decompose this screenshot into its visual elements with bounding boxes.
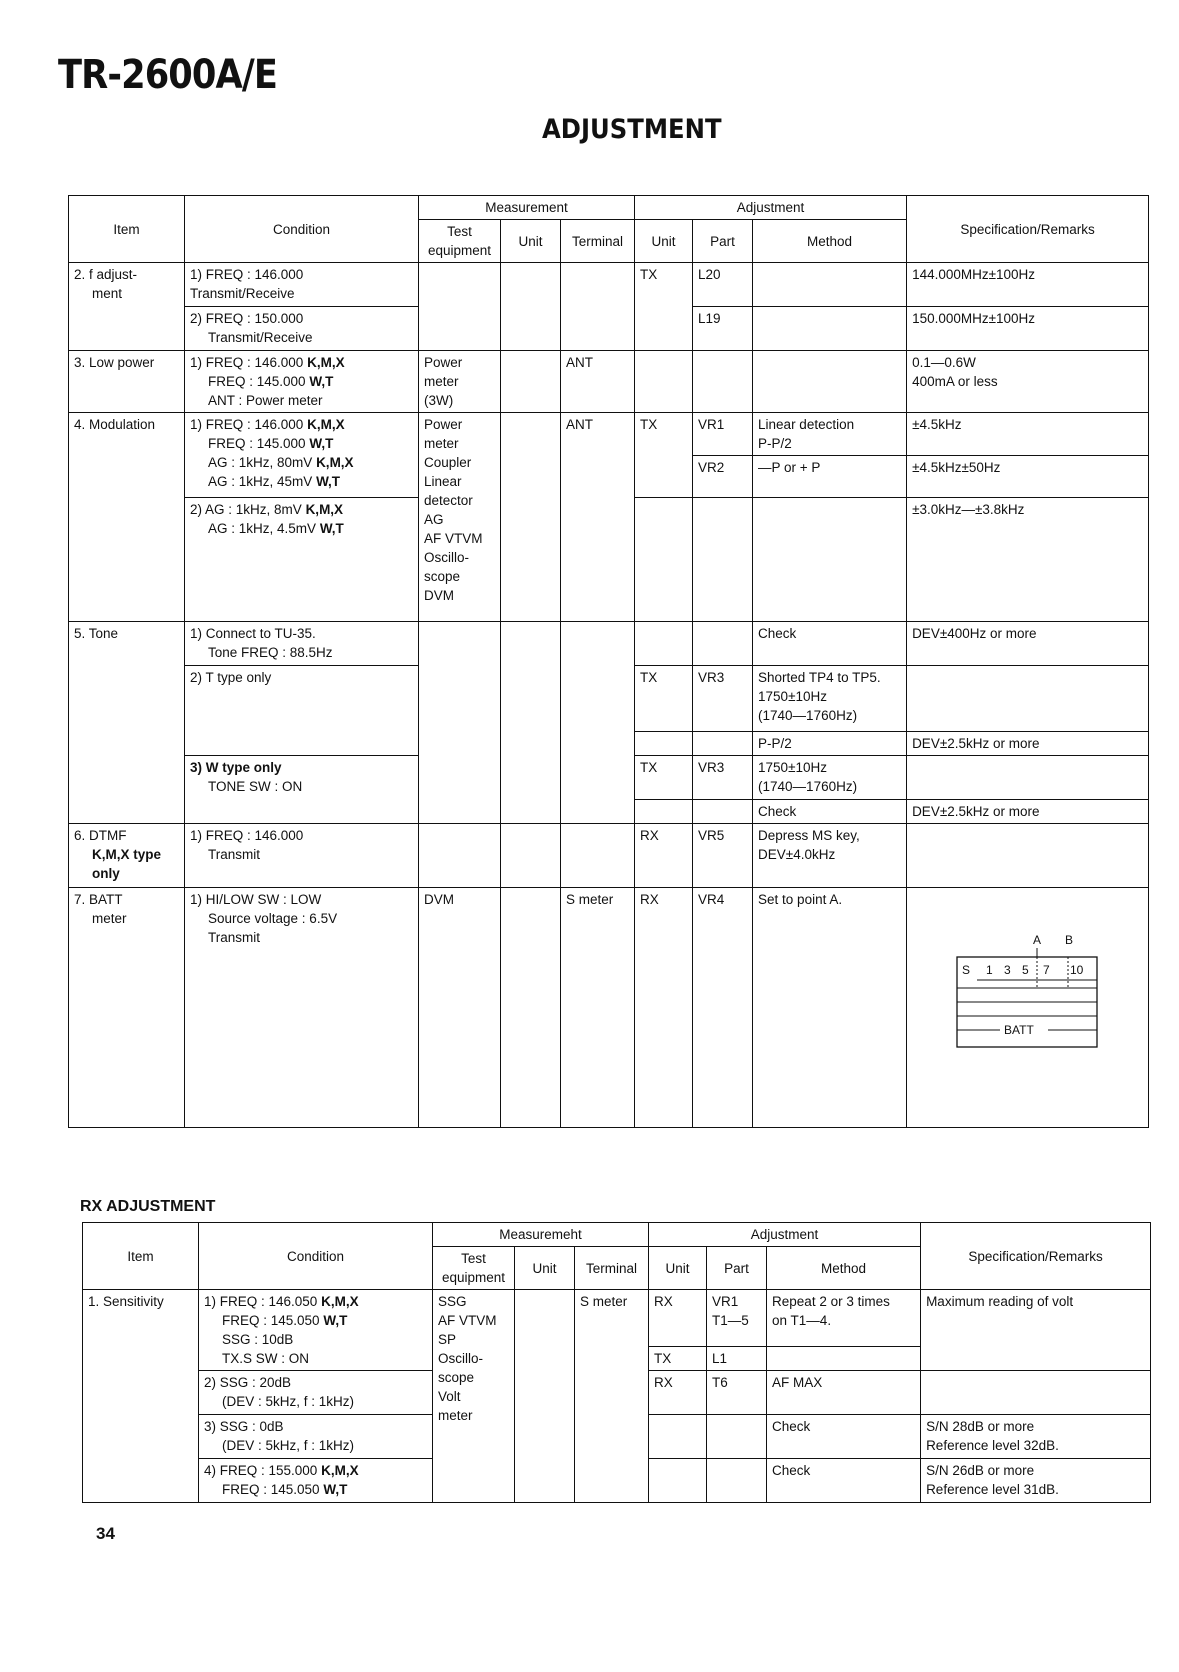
col-part: Part: [707, 1247, 767, 1290]
spec-cell: ±4.5kHz: [907, 413, 1149, 456]
col-condition: Condition: [185, 196, 419, 263]
col-condition: Condition: [199, 1223, 433, 1290]
tx-adjustment-table: [68, 195, 1149, 1128]
condition-cell: 2) SSG : 20dB (DEV : 5kHz, f : 1kHz): [199, 1371, 433, 1415]
condition-cell: 1) Connect to TU-35. Tone FREQ : 88.5Hz: [185, 622, 419, 666]
part-cell: L1: [707, 1346, 767, 1370]
rx-section-title: RX ADJUSTMENT: [80, 1198, 216, 1215]
item-cell: 3. Low power: [69, 351, 185, 413]
method-cell: Repeat 2 or 3 times on T1—4.: [767, 1290, 921, 1347]
condition-cell: 1) FREQ : 146.000 K,M,X FREQ : 145.000 W,T ANT : Power meter: [185, 351, 419, 413]
condition-cell: 3) W type only TONE SW : ON: [185, 756, 419, 824]
col-measurement: Measuremeht: [433, 1223, 649, 1247]
item-cell: 7. BATT meter: [69, 888, 185, 1128]
method-cell: Shorted TP4 to TP5. 1750±10Hz (1740—1760Hz): [753, 666, 907, 732]
terminal-cell: ANT: [561, 351, 635, 413]
col-test-equipment: Test equipment: [433, 1247, 515, 1290]
method-cell: Check: [753, 622, 907, 666]
col-adj-unit: Unit: [649, 1247, 707, 1290]
equipment-cell: DVM: [419, 888, 501, 1128]
col-adjustment: Adjustment: [635, 196, 907, 220]
condition-cell: 3) SSG : 0dB (DEV : 5kHz, f : 1kHz): [199, 1415, 433, 1459]
unit-cell: TX: [635, 756, 693, 800]
spec-cell: ±4.5kHz±50Hz: [907, 456, 1149, 498]
item-cell: 6. DTMF K,M,X type only: [69, 824, 185, 888]
table-row: [69, 263, 1149, 307]
unit-cell: RX: [649, 1290, 707, 1347]
table-row: [69, 622, 1149, 666]
part-cell: VR1 T1—5: [707, 1290, 767, 1347]
unit-cell: TX: [649, 1346, 707, 1370]
method-cell: Linear detection P-P/2: [753, 413, 907, 456]
unit-cell: TX: [635, 666, 693, 732]
col-spec: Specification/Remarks: [907, 196, 1149, 263]
condition-cell: 1) FREQ : 146.000 Transmit/Receive: [185, 263, 419, 307]
part-cell: L19: [693, 307, 753, 351]
spec-cell: 0.1—0.6W 400mA or less: [907, 351, 1149, 413]
method-cell: Depress MS key, DEV±4.0kHz: [753, 824, 907, 888]
method-cell: Check: [767, 1459, 921, 1503]
spec-cell: S/N 26dB or more Reference level 31dB.: [921, 1459, 1151, 1503]
condition-cell: 1) FREQ : 146.000 Transmit: [185, 824, 419, 888]
spec-cell: [907, 888, 1149, 1128]
col-method: Method: [753, 220, 907, 263]
spec-cell: S/N 28dB or more Reference level 32dB.: [921, 1415, 1151, 1459]
page-number: 34: [96, 1524, 115, 1543]
part-cell: T6: [707, 1371, 767, 1415]
table-row: [69, 413, 1149, 456]
condition-cell: 2) AG : 1kHz, 8mV K,M,X AG : 1kHz, 4.5mV W,T: [185, 498, 419, 622]
spec-cell: DEV±400Hz or more: [907, 622, 1149, 666]
meter-scale-label: S: [962, 963, 971, 977]
spec-cell: DEV±2.5kHz or more: [907, 732, 1149, 756]
col-terminal: Terminal: [561, 220, 635, 263]
spec-cell: ±3.0kHz—±3.8kHz: [907, 498, 1149, 622]
part-cell: VR1: [693, 413, 753, 456]
meter-scale-label: 10: [1070, 963, 1084, 977]
spec-cell: 150.000MHz±100Hz: [907, 307, 1149, 351]
condition-cell: 4) FREQ : 155.000 K,M,X FREQ : 145.050 W,T: [199, 1459, 433, 1503]
col-measurement: Measurement: [419, 196, 635, 220]
col-meas-unit: Unit: [515, 1247, 575, 1290]
unit-cell: TX: [635, 413, 693, 498]
table-row: [69, 351, 1149, 413]
rx-adjustment-table: [82, 1222, 1151, 1503]
method-cell: Check: [753, 800, 907, 824]
table-row: [69, 824, 1149, 888]
meter-scale-label: 5: [1022, 963, 1029, 977]
spec-cell: Maximum reading of volt: [921, 1290, 1151, 1371]
col-adjustment: Adjustment: [649, 1223, 921, 1247]
col-part: Part: [693, 220, 753, 263]
method-cell: Set to point A.: [753, 888, 907, 1128]
col-terminal: Terminal: [575, 1247, 649, 1290]
spec-cell: DEV±2.5kHz or more: [907, 800, 1149, 824]
condition-cell: 1) FREQ : 146.050 K,M,X FREQ : 145.050 W,T SSG : 10dB TX.S SW : ON: [199, 1290, 433, 1371]
item-cell: 2. f adjust- ment: [69, 263, 185, 351]
equipment-cell: Power meter Coupler Linear detector AG AF VTVM Oscillo- scope DVM: [419, 413, 501, 622]
unit-cell: RX: [649, 1371, 707, 1415]
col-test-equipment: Test equipment: [419, 220, 501, 263]
method-cell: P-P/2: [753, 732, 907, 756]
condition-cell: 2) T type only: [185, 666, 419, 756]
col-method: Method: [767, 1247, 921, 1290]
meter-scale-label: 3: [1004, 963, 1011, 977]
meter-scale-label: 7: [1043, 963, 1050, 977]
col-meas-unit: Unit: [501, 220, 561, 263]
table-row: [83, 1290, 1151, 1347]
terminal-cell: S meter: [561, 888, 635, 1128]
col-adj-unit: Unit: [635, 220, 693, 263]
batt-meter-diagram: [952, 930, 1102, 1050]
method-cell: —P or + P: [753, 456, 907, 498]
meter-batt-label: BATT: [1004, 1023, 1034, 1037]
part-cell: VR3: [693, 756, 753, 800]
meter-point-b: B: [1065, 933, 1074, 947]
part-cell: VR2: [693, 456, 753, 498]
method-cell: Check: [767, 1415, 921, 1459]
item-cell: 1. Sensitivity: [83, 1290, 199, 1503]
spec-cell: 144.000MHz±100Hz: [907, 263, 1149, 307]
equipment-cell: SSG AF VTVM SP Oscillo- scope Volt meter: [433, 1290, 515, 1503]
unit-cell: RX: [635, 888, 693, 1128]
condition-cell: 1) HI/LOW SW : LOW Source voltage : 6.5V Transmit: [185, 888, 419, 1128]
col-item: Item: [69, 196, 185, 263]
model-title: TR-2600A/E: [58, 52, 278, 98]
col-spec: Specification/Remarks: [921, 1223, 1151, 1290]
part-cell: VR5: [693, 824, 753, 888]
part-cell: VR4: [693, 888, 753, 1128]
meter-point-a: A: [1033, 933, 1042, 947]
condition-cell: 1) FREQ : 146.000 K,M,X FREQ : 145.000 W,T AG : 1kHz, 80mV K,M,X AG : 1kHz, 45mV W,T: [185, 413, 419, 498]
condition-cell: 2) FREQ : 150.000 Transmit/Receive: [185, 307, 419, 351]
part-cell: L20: [693, 263, 753, 307]
page-title: ADJUSTMENT: [542, 114, 722, 145]
meter-scale-label: 1: [986, 963, 993, 977]
unit-cell: TX: [635, 263, 693, 351]
item-cell: 5. Tone: [69, 622, 185, 824]
col-item: Item: [83, 1223, 199, 1290]
part-cell: VR3: [693, 666, 753, 732]
terminal-cell: ANT: [561, 413, 635, 622]
method-cell: 1750±10Hz (1740—1760Hz): [753, 756, 907, 800]
method-cell: AF MAX: [767, 1371, 921, 1415]
item-cell: 4. Modulation: [69, 413, 185, 622]
unit-cell: RX: [635, 824, 693, 888]
table-row: [69, 888, 1149, 1128]
equipment-cell: Power meter (3W): [419, 351, 501, 413]
terminal-cell: S meter: [575, 1290, 649, 1503]
